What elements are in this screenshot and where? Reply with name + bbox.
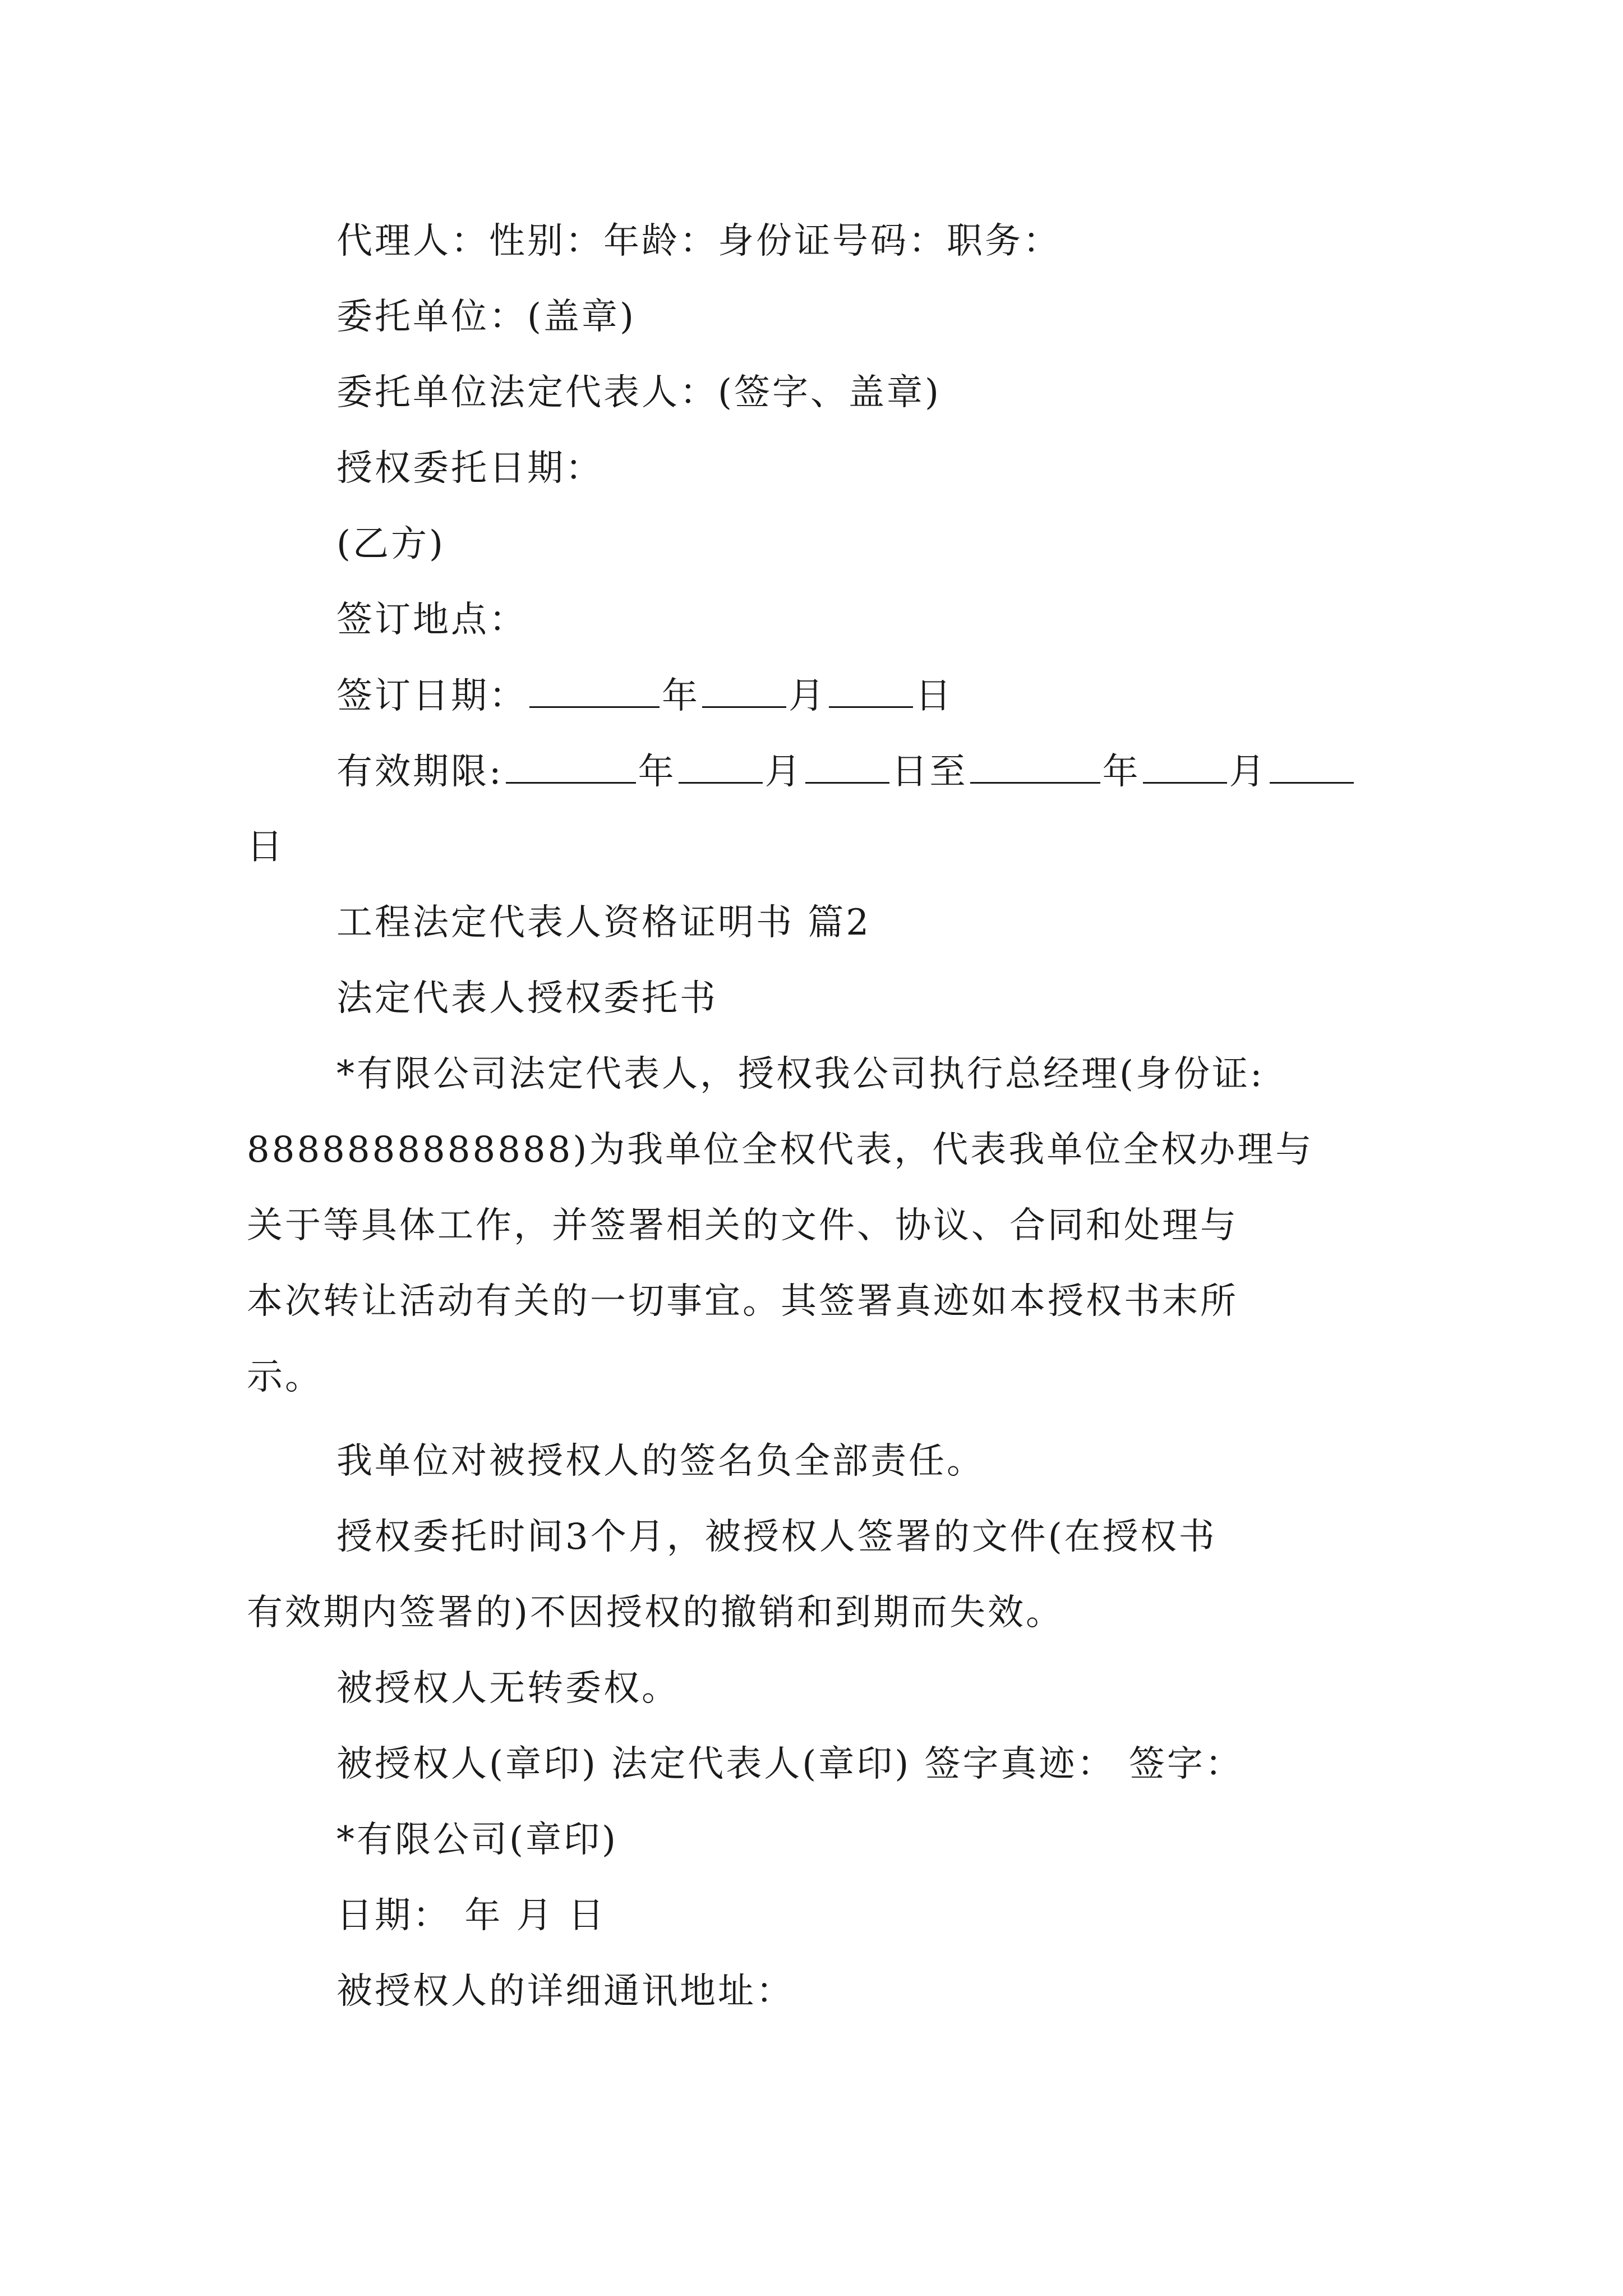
- validity-year2-unit: 年: [1102, 751, 1141, 793]
- month-blank: [679, 746, 763, 784]
- authorization-date-line: 授权委托日期：: [336, 448, 603, 489]
- month-blank: [1143, 746, 1227, 784]
- signature-line: 被授权人(章印) 法定代表人(章印) 签字真迹： 签字：: [336, 1743, 1243, 1785]
- legal-rep-line: 委托单位法定代表人：(签字、盖章): [336, 372, 941, 413]
- para1-line-5: 示。: [247, 1356, 323, 1398]
- para1-line-3: 关于等具体工作，并签署相关的文件、协议、合同和处理与: [247, 1205, 1238, 1246]
- signing-day-unit: 日: [915, 675, 953, 717]
- section-title: 工程法定代表人资格证明书 篇2: [336, 902, 872, 944]
- para1-line-1: *有限公司法定代表人，授权我公司执行总经理(身份证:: [336, 1053, 1265, 1095]
- month-blank: [702, 670, 786, 708]
- agent-info-line: 代理人：性别：年龄：身份证号码：职务：: [336, 220, 1061, 262]
- year-blank: [970, 746, 1100, 784]
- party-b-line: (乙方): [336, 523, 445, 565]
- company-seal-line: *有限公司(章印): [336, 1819, 618, 1861]
- signing-date-label: 签订日期：: [336, 675, 527, 717]
- para3-line-2: 有效期内签署的)不因授权的撤销和到期而失效。: [247, 1592, 1064, 1634]
- signing-month-unit: 月: [789, 675, 827, 717]
- validity-month1-unit: 月: [764, 751, 803, 793]
- para1-line-2: 8888888888888)为我单位全权代表，代表我单位全权办理与: [247, 1129, 1314, 1171]
- para3-line-1: 授权委托时间3个月，被授权人签署的文件(在授权书: [336, 1516, 1217, 1558]
- date-line: 日期： 年 月 日: [336, 1895, 607, 1936]
- validity-month2-unit: 月: [1229, 751, 1267, 793]
- year-blank: [529, 670, 660, 708]
- doc-title: 法定代表人授权委托书: [336, 978, 718, 1019]
- validity-year1-unit: 年: [638, 751, 676, 793]
- year-blank: [506, 746, 636, 784]
- validity-label: 有效期限:: [336, 751, 504, 793]
- day-blank: [805, 746, 889, 784]
- address-line: 被授权人的详细通讯地址：: [336, 1971, 794, 2012]
- validity-line: [336, 746, 1356, 797]
- signing-year-unit: 年: [662, 675, 700, 717]
- para1-line-4: 本次转让活动有关的一切事宜。其签署真迹如本授权书末所: [247, 1281, 1238, 1322]
- signing-date-line: [336, 670, 953, 721]
- para4: 被授权人无转委权。: [336, 1668, 680, 1709]
- validity-day-to-unit: 日至: [891, 751, 968, 793]
- signing-place-line: 签订地点：: [336, 599, 527, 641]
- validity-day-wrap: 日: [247, 826, 285, 868]
- entrusting-unit-line: 委托单位：(盖章): [336, 296, 636, 338]
- day-blank: [1270, 746, 1354, 784]
- para2: 我单位对被授权人的签名负全部责任。: [336, 1441, 985, 1482]
- day-blank: [829, 670, 913, 708]
